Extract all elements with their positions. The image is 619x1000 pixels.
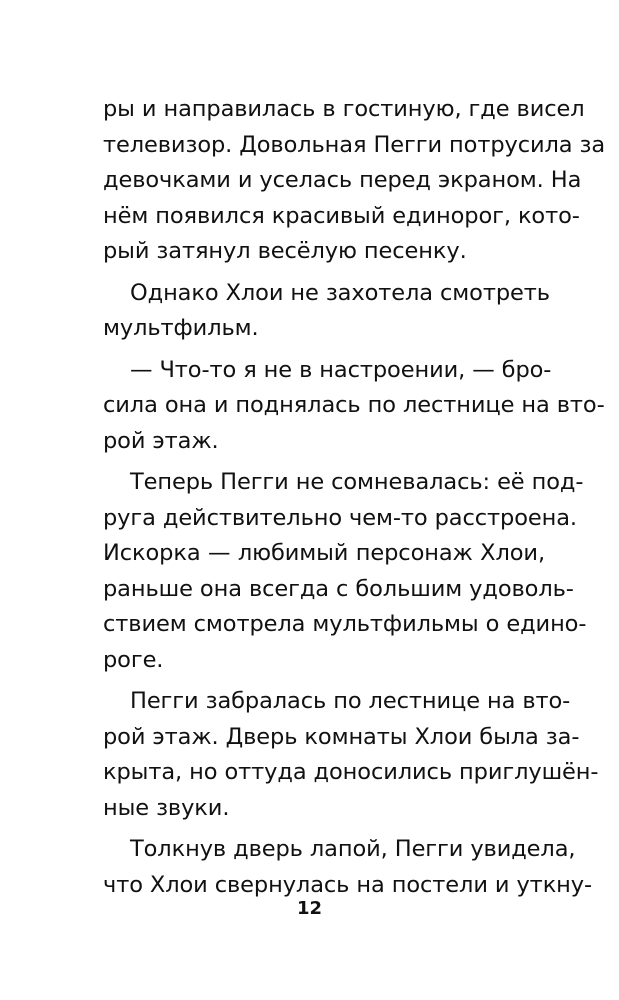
text-line: рый затянул весёлую песенку. [103, 238, 467, 264]
text-line: роге. [103, 646, 164, 673]
text-line: руга действительно чем-то расстроена. [103, 504, 577, 531]
paragraph-4 [103, 465, 587, 678]
text-line: что Хлои свернулась на постели и уткну- [103, 871, 593, 898]
text-line: ные звуки. [103, 794, 230, 821]
page-number: 12 [296, 898, 323, 919]
text-line: раньше она всегда с большим удоволь- [103, 575, 574, 602]
paragraph-1 [103, 92, 606, 270]
text-line: девочками и уселась перед экраном. На [103, 167, 582, 193]
text-line: Пегги забралась по лестнице на вто- [130, 688, 571, 714]
text-line: — Что-то я не в настроении, — бро- [130, 356, 552, 383]
text-line: телевизор. Довольная Пегги потрусила за [103, 131, 606, 158]
text-line: нём появился красивый единорог, кото- [103, 202, 580, 229]
text-line: мультфильм. [103, 315, 259, 341]
text-line: рой этаж. [103, 427, 219, 454]
paragraph-2 [103, 276, 550, 347]
paragraph-3-dialogue [103, 353, 605, 460]
text-line: ствием смотрела мультфильмы о едино- [103, 611, 587, 637]
text-line: Толкнув дверь лапой, Пегги увидела, [130, 836, 576, 862]
text-line: крыта, но оттуда доносились приглушён- [103, 759, 599, 785]
text-line: Искорка — любимый персонаж Хлои, [103, 540, 545, 566]
text-line: Однако Хлои не захотела смотреть [130, 279, 550, 306]
paragraph-6 [103, 832, 593, 903]
paragraph-5 [103, 684, 599, 826]
book-page-text [103, 92, 606, 903]
text-line: Теперь Пегги не сомневалась: её под- [130, 469, 584, 495]
text-line: ры и направилась в гостиную, где висел [103, 96, 585, 122]
text-line: рой этаж. Дверь комнаты Хлои была за- [103, 723, 580, 750]
text-line: сила она и поднялась по лестнице на вто- [103, 392, 605, 418]
